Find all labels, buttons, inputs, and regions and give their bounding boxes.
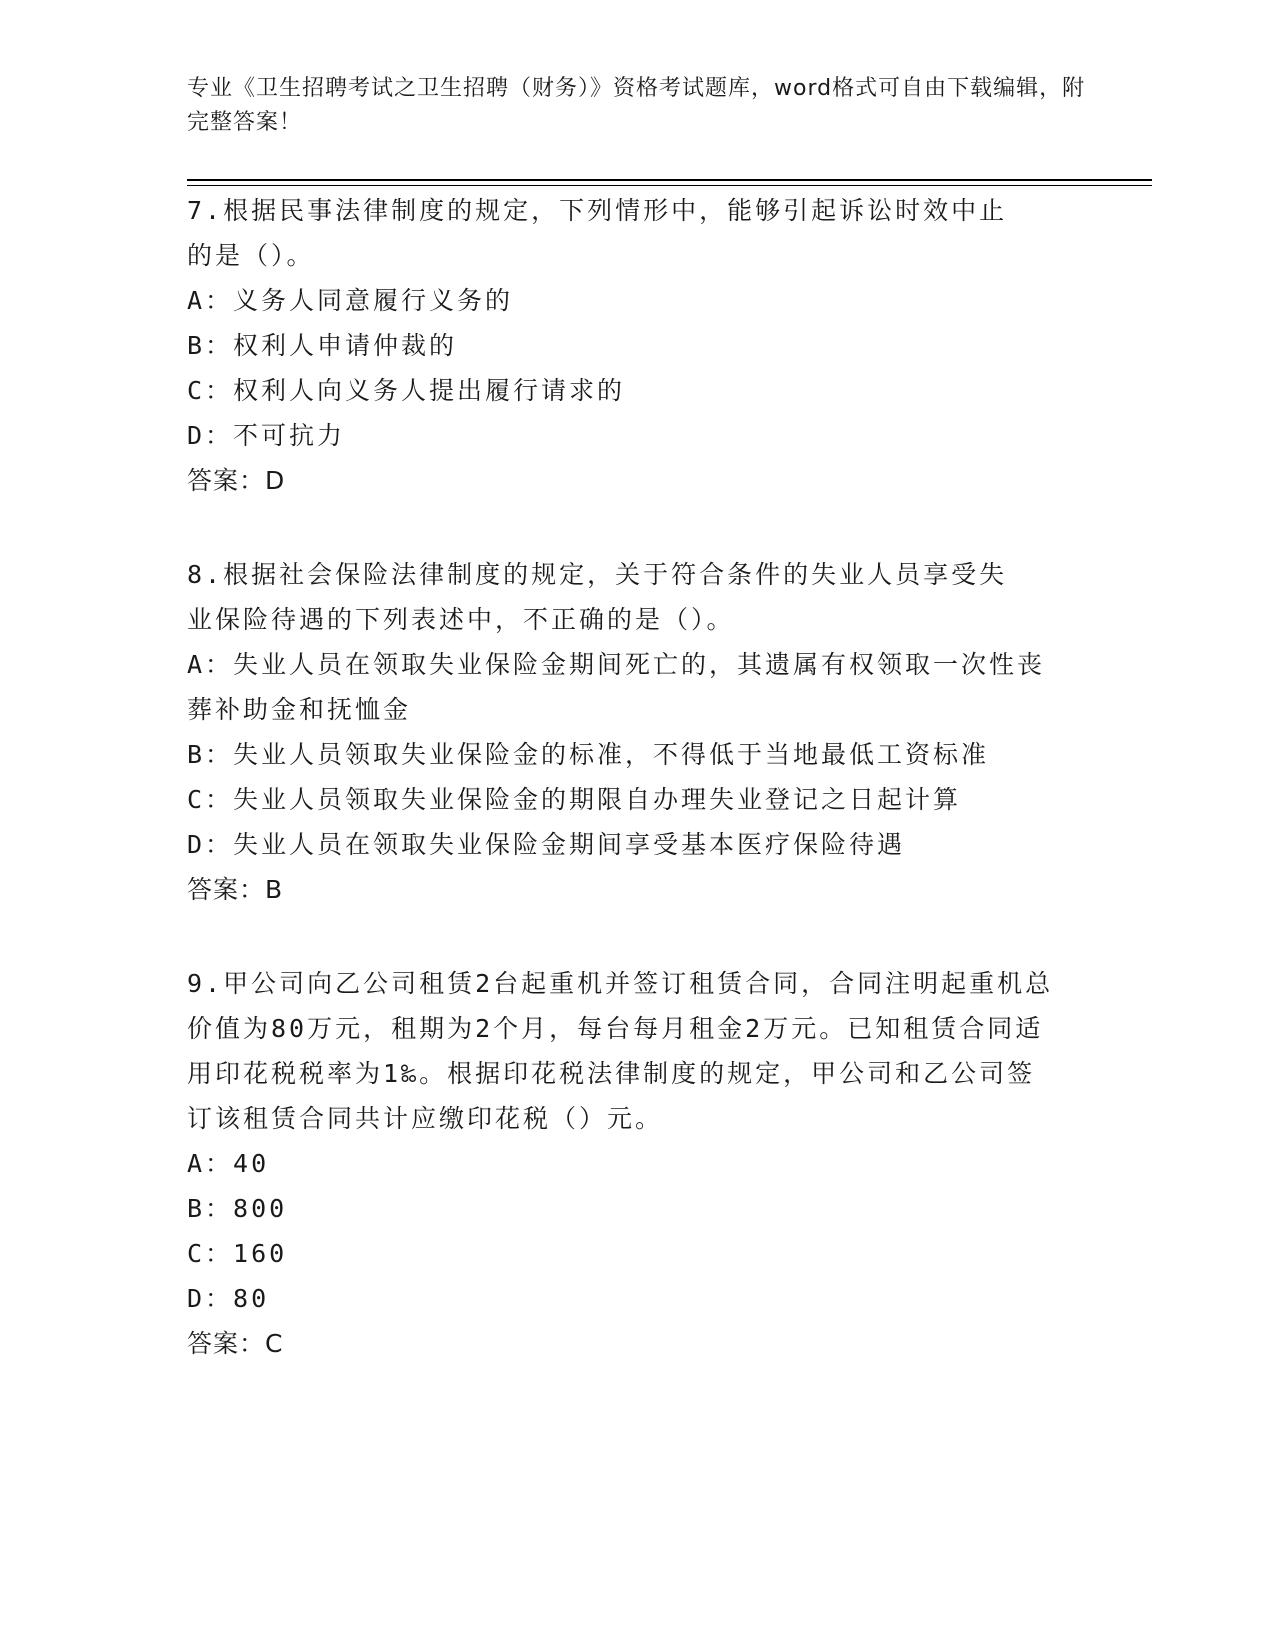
- document-header: [187, 72, 1087, 140]
- option-b: B：权利人申请仲裁的: [187, 331, 458, 360]
- question-9: [187, 961, 1087, 1366]
- option-a: A：失业人员在领取失业保险金期间死亡的，其遗属有权领取一次性丧葬补助金和抚恤金: [187, 650, 1046, 724]
- answer-label: 答案：C: [187, 1329, 284, 1358]
- header-rule-thick: [187, 179, 1152, 181]
- header-rule-thin: [187, 185, 1152, 186]
- answer-label: 答案：D: [187, 466, 286, 495]
- option-b: B：失业人员领取失业保险金的标准，不得低于当地最低工资标准: [187, 740, 990, 769]
- answer-label: 答案：B: [187, 875, 284, 904]
- question-7: [187, 188, 1087, 503]
- option-a: A：义务人同意履行义务的: [187, 286, 514, 315]
- option-c: C：160: [187, 1239, 288, 1268]
- option-c: C：权利人向义务人提出履行请求的: [187, 376, 626, 405]
- option-d: D：失业人员在领取失业保险金期间享受基本医疗保险待遇: [187, 830, 906, 859]
- option-d: D：80: [187, 1284, 270, 1313]
- header-text: 专业《卫生招聘考试之卫生招聘（财务）》资格考试题库，word格式可自由下载编辑，附完整答案！: [187, 76, 1086, 135]
- option-d: D：不可抗力: [187, 421, 346, 450]
- question-stem: 8.根据社会保险法律制度的规定，关于符合条件的失业人员享受失业保险待遇的下列表述中，不正确的是（）。: [187, 560, 1008, 634]
- question-stem: 9.甲公司向乙公司租赁2台起重机并签订租赁合同，合同注明起重机总价值为80万元，租期为2个月，每台每月租金2万元。已知租赁合同适用印花税税率为1‰。根据印花税法律制度的规定，甲公司和乙公司签订该租赁合同共计应缴印花税（）元。: [187, 969, 1054, 1133]
- option-b: B：800: [187, 1194, 288, 1223]
- question-stem: 7.根据民事法律制度的规定，下列情形中，能够引起诉讼时效中止的是（）。: [187, 196, 1008, 270]
- question-8: [187, 552, 1087, 912]
- option-c: C：失业人员领取失业保险金的期限自办理失业登记之日起计算: [187, 785, 962, 814]
- option-a: A：40: [187, 1149, 270, 1178]
